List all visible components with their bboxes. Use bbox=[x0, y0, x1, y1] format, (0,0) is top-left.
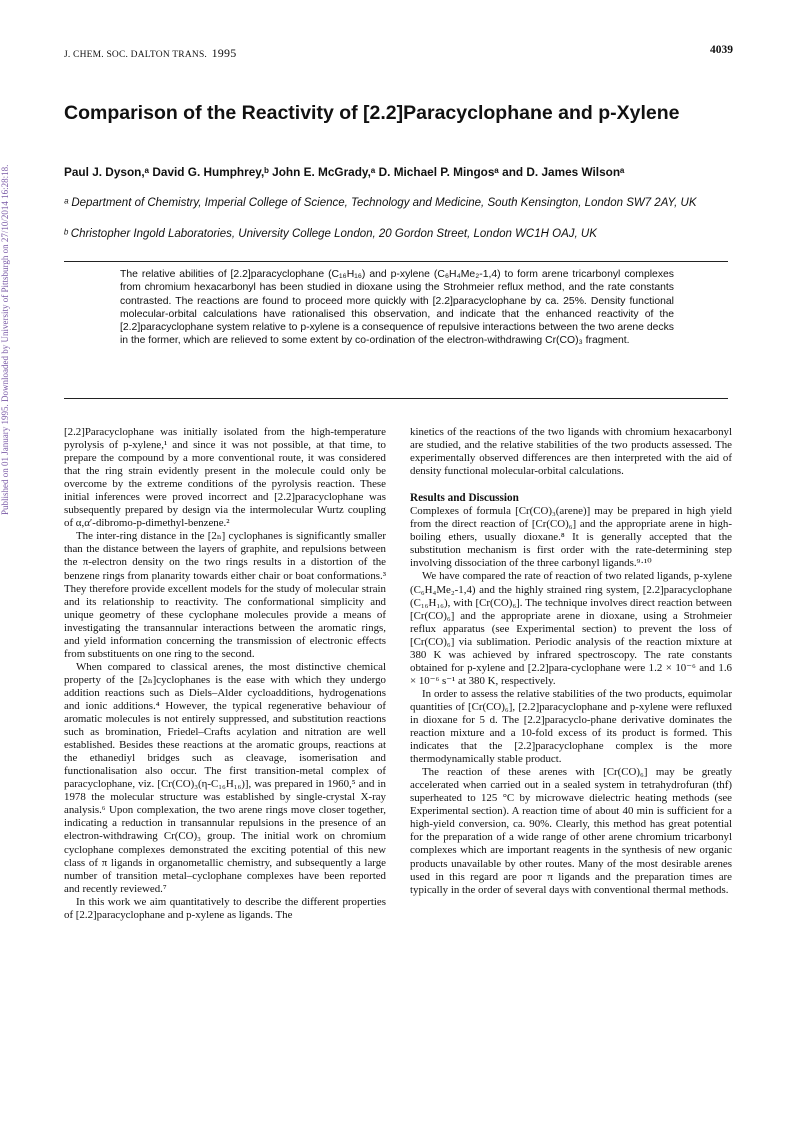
abstract-bottom-rule bbox=[64, 398, 728, 399]
left-column bbox=[64, 426, 386, 922]
body-paragraph: Complexes of formula [Cr(CO)₃(arene)] may be prepared in high yield from the direct reaction of [Cr(CO)₆] and the appropriate arene in high-boiling ethers, usually dioxane.⁸ It is generally accepted that the substitution mechanism is first order with the rate-determining step involving dissociation of the three carbonyl ligands.⁹·¹⁰ bbox=[410, 505, 732, 570]
journal-year: 1995 bbox=[211, 46, 237, 60]
section-heading: Results and Discussion bbox=[410, 492, 519, 505]
affiliation-b: ᵇ Christopher Ingold Laboratories, University College London, 20 Gordon Street, London WC1H OAJ, UK bbox=[64, 228, 597, 240]
body-paragraph: When compared to classical arenes, the most distinctive chemical property of the [2ₙ]cyclophanes is the ease with which they undergo addition reactions such as Diels–Alder cycloadditions, hydrogenations and ionic additions.⁴ However, the typical regenerative behaviour of aromatic molecules is not entirely suppressed, and substitution reactions such as bromination, Friedel–Crafts acylation and nitration are well established. Besides these reactions at the aromatic groups, reactions at the ethanediyl bridges such as cleavage, isomerisation and functionalisation also occur. The first transition-metal complex of paracyclophane, viz. [Cr(CO)₃(η-C₁₆H₁₆)], was prepared in 1960,⁵ and in 1978 the molecular structure was established by single-crystal X-ray analysis.⁶ Upon complexation, the two arene rings move closer together, indicating a reduction in transannular repulsions in the presence of an electron-withdrawing Cr(CO)₃ group. The initial work on chromium cyclophane complexes demonstrated the exciting potential of this new class of π ligands in organometallic chemistry, and subsequently a large number of transition metal–cyclophane complexes have been reported and recently reviewed.⁷ bbox=[64, 660, 386, 895]
affiliation-a: ᵃ Department of Chemistry, Imperial College of Science, Technology and Medicine, South Kensington, London SW7 2AY, UK bbox=[64, 197, 697, 209]
download-stamp: Published on 01 January 1995. Downloaded by University of Pittsburgh on 27/10/2014 16:28:18. bbox=[0, 164, 10, 516]
running-head bbox=[64, 46, 236, 61]
article-title: Comparison of the Reactivity of [2.2]Paracyclophane and p-Xylene bbox=[64, 102, 680, 124]
body-paragraph: In order to assess the relative stabilities of the two products, equimolar quantities of [Cr(CO)₆], [2.2]paracyclophane and p-xylene were refluxed in dioxane for 5 d. The [2.2]paracyclo-phane derivative dominates the reaction mixture and a 10-fold excess of its product is formed. This indicates that the [2.2]paracyclophane complex is the more thermodynamically stable product. bbox=[410, 687, 732, 766]
body-paragraph: We have compared the rate of reaction of two related ligands, p-xylene (C₆H₄Me₂-1,4) and the highly strained ring system, [2.2]paracyclophane (C₁₆H₁₆), with [Cr(CO)₆]. The technique involves direct reaction between [Cr(CO)₆] and the appropriate arene in dioxane, using a Strohmeier reflux apparatus (see Experimental section) to prevent the loss of [Cr(CO)₆] via sublimation. Periodic analysis of the reaction mixture at 380 K was achieved by infrared spectroscopy. The rate constants obtained for p-xylene and [2.2]para-cyclophane were 1.2 × 10⁻⁶ and 1.6 × 10⁻⁶ s⁻¹ at 380 K, respectively. bbox=[410, 570, 732, 687]
abstract: The relative abilities of [2.2]paracyclophane (C₁₆H₁₆) and p-xylene (C₆H₄Me₂-1,4) to form arene tricarbonyl complexes from chromium hexacarbonyl has been studied in dioxane using the Strohmeier reflux method, and the rate constants contrasted. The reactions are found to proceed more quickly with [2.2]paracyclophane by ca. 25%. Density functional molecular-orbital calculations have rationalised this observation, and indicate that the enhanced reactivity of the [2.2]paracyclophane system relative to p-xylene is a consequence of repulsive interactions between the two arene decks in the former, which are relieved to some extent by co-ordination of the electron-withdrawing Cr(CO)₃ fragment. bbox=[120, 269, 674, 347]
body-paragraph: The inter-ring distance in the [2ₙ] cyclophanes is significantly smaller than the distance between the layers of graphite, and repulsions between the π-electron density on the two rings results in a distortion of the benzene rings from planarity towards either chair or boat conformations.³ They therefore provide excellent models for the study of molecular strain and its relationship to reactivity. The conformational simplicity and unique geometry of these cyclophane molecules provide a means of investigating the transannular interactions between the aromatic rings, and yield information concerning the transmission of electronic effects from substituents on one ring to the second. bbox=[64, 530, 386, 660]
page-number: 4039 bbox=[710, 44, 733, 56]
body-paragraph: In this work we aim quantitatively to describe the different properties of [2.2]paracyclophane and p-xylene as ligands. The bbox=[64, 895, 386, 921]
journal-name: J. CHEM. SOC. DALTON TRANS. bbox=[64, 50, 208, 60]
abstract-top-rule bbox=[64, 261, 728, 262]
body-paragraph: The reaction of these arenes with [Cr(CO)₆] may be greatly accelerated when carried out in a sealed system in tetrahydrofuran (thf) superheated to 125 °C by microwave dielectric heating methods (see Experimental section). A reaction time of about 40 min is sufficient for a high-yield conversion, ca. 90%. Clearly, this method has great potential for the preparation of a wide range of other arene chromium tricarbonyl complexes which are important reagents in the synthesis of new organic products unavailable by other routes. Many of the most desirable arenes used in this regard are poor π ligands and the preparation times are typically in the order of several days with conventional thermal methods. bbox=[410, 766, 732, 896]
author-list: Paul J. Dyson,ᵃ David G. Humphrey,ᵇ John E. McGrady,ᵃ D. Michael P. Mingosᵃ and D. James Wilsonᵃ bbox=[64, 165, 625, 179]
body-paragraph: kinetics of the reactions of the two ligands with chromium hexacarbonyl are studied, and the relative stabilities of the two products assessed. The experimentally observed differences are then interpreted with the aid of density functional molecular-orbital calculations. bbox=[410, 426, 732, 478]
body-paragraph: [2.2]Paracyclophane was initially isolated from the high-temperature pyrolysis of p-xylene,¹ and since it was not possible, at that time, to prepare the compound by a more conventional route, it was considered that the ring strain evidently present in the molecule could only be overcome by the extreme conditions of the pyrolysis reaction. These initial inferences were proved incorrect and [2.2]paracyclophane was subsequently prepared by design via the intermolecular Wurtz coupling of α,α′-dibromo-p-dimethyl-benzene.² bbox=[64, 426, 386, 530]
right-column bbox=[410, 426, 732, 897]
